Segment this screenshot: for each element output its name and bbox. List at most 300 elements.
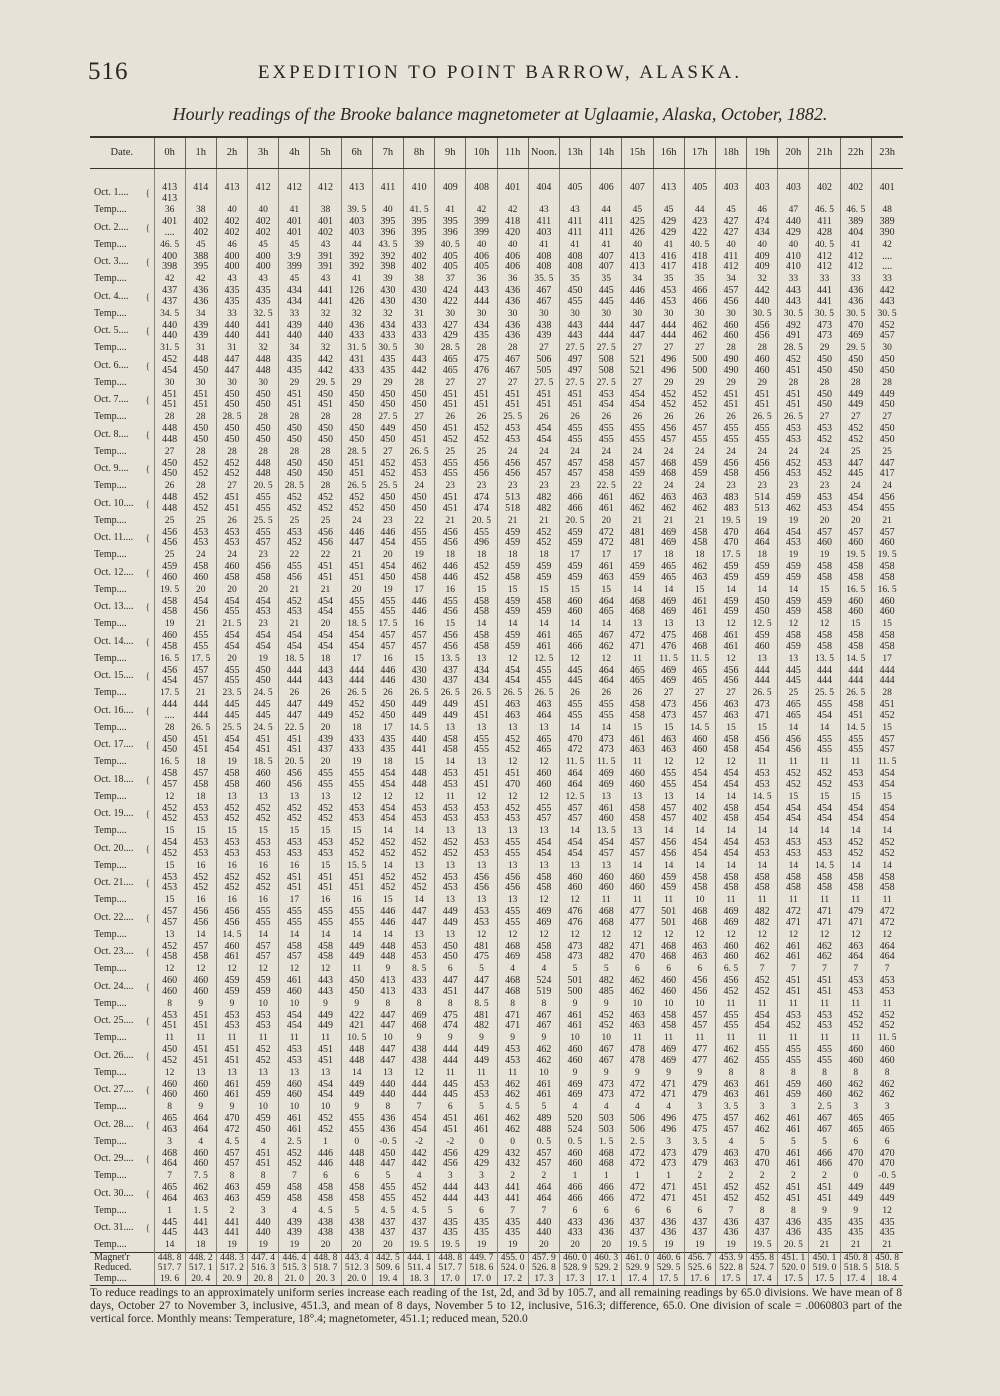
temperature-reading: 6 bbox=[435, 1102, 466, 1115]
magnetometer-reading: 459 459 bbox=[559, 528, 590, 550]
magnetometer-reading: 470 469 bbox=[840, 321, 871, 343]
magnetometer-reading: 411 428 bbox=[809, 217, 840, 239]
column-header-hour: 21h bbox=[809, 137, 840, 169]
brace-mark: { bbox=[145, 1188, 150, 1199]
magnetometer-reading: 452 452 bbox=[653, 390, 684, 412]
magnetometer-reading: 431 433 bbox=[341, 355, 372, 377]
magnetometer-reading: 444 444 bbox=[809, 666, 840, 688]
magnetometer-reading: 463 463 bbox=[497, 700, 528, 722]
temperature-reading: 30 bbox=[684, 308, 715, 321]
temperature-reading: 14 bbox=[372, 929, 403, 942]
temperature-reading: 30 bbox=[871, 343, 902, 356]
magnetometer-reading: 452 452 bbox=[216, 804, 247, 826]
temperature-reading: 18 bbox=[528, 550, 559, 563]
temperature-reading: 30 bbox=[653, 308, 684, 321]
magnetometer-reading: 468 469 bbox=[497, 942, 528, 964]
temperature-reading: 11. 5 bbox=[591, 757, 622, 770]
temperature-reading: 9 bbox=[310, 998, 341, 1011]
temperature-row bbox=[90, 1171, 903, 1184]
temperature-reading: 20. 5 bbox=[466, 515, 497, 528]
magnetometer-reading: 455 455 bbox=[341, 1114, 372, 1136]
magnetometer-reading: 427 429 bbox=[435, 321, 466, 343]
summary-value: 450. 1 bbox=[809, 1252, 840, 1263]
temperature-reading: 15 bbox=[747, 722, 778, 735]
temperature-reading: 10 bbox=[684, 998, 715, 1011]
magnetometer-reading: 452 452 bbox=[871, 1011, 902, 1033]
column-header-hour: 16h bbox=[653, 137, 684, 169]
magnetometer-reading: 456 456 bbox=[747, 459, 778, 481]
summary-value: 460. 0 bbox=[559, 1252, 590, 1263]
summary-value: 18. 4 bbox=[871, 1274, 902, 1285]
magnetometer-reading: 468 468 bbox=[622, 597, 653, 619]
magnetometer-reading: 435 435 bbox=[248, 286, 279, 308]
temperature-reading: 6 bbox=[559, 1205, 590, 1218]
magnetometer-reading: 453 453 bbox=[809, 838, 840, 860]
temperature-reading: 41 bbox=[591, 239, 622, 252]
temp-label: Temp.... bbox=[94, 998, 127, 1009]
date-label: Oct. 12.... bbox=[94, 566, 134, 578]
magnetometer-reading: 471 471 bbox=[809, 907, 840, 929]
temperature-reading: 3 bbox=[778, 1102, 809, 1115]
magnetometer-reading: 400 400 bbox=[248, 252, 279, 274]
magnetometer-reading: 453 453 bbox=[310, 838, 341, 860]
magnetometer-reading: 465 465 bbox=[528, 735, 559, 757]
magnetometer-reading: 401 bbox=[497, 169, 528, 205]
magnetometer-reading: 492 491 bbox=[778, 321, 809, 343]
temperature-reading: 25 bbox=[871, 446, 902, 459]
magnetometer-reading: 429 429 bbox=[466, 1149, 497, 1171]
temperature-reading: 16 bbox=[216, 860, 247, 873]
temperature-reading: 28 bbox=[185, 446, 216, 459]
magnetometer-reading: 437 437 bbox=[372, 1218, 403, 1240]
magnetometer-reading: 441 441 bbox=[809, 286, 840, 308]
magnetometer-reading: 514 513 bbox=[747, 493, 778, 515]
temperature-reading: 11 bbox=[747, 757, 778, 770]
temperature-reading: 12 bbox=[497, 757, 528, 770]
temperature-reading: 12 bbox=[653, 757, 684, 770]
temperature-reading: 18. 5 bbox=[341, 619, 372, 632]
magnetometer-reading: 391 391 bbox=[310, 252, 341, 274]
column-header-hour: 11h bbox=[497, 137, 528, 169]
temperature-reading: 12 bbox=[591, 929, 622, 942]
temperature-reading: 6. 5 bbox=[715, 964, 746, 977]
magnetometer-reading: 455 455 bbox=[809, 735, 840, 757]
temperature-reading: 11 bbox=[622, 895, 653, 908]
date-label: Oct. 15.... bbox=[94, 670, 134, 682]
temperature-reading: 10 bbox=[279, 998, 310, 1011]
magnetometer-reading: 453 452 bbox=[809, 424, 840, 446]
magnetometer-reading: 460 460 bbox=[279, 1080, 310, 1102]
magnetometer-reading: 451 451 bbox=[310, 873, 341, 895]
brace-mark: { bbox=[145, 1085, 150, 1096]
magnetometer-reading: 455 455 bbox=[341, 597, 372, 619]
magnetometer-reading: 452 452 bbox=[248, 804, 279, 826]
magnetometer-reading: 451 451 bbox=[809, 976, 840, 998]
magnetometer-reading: 469 469 bbox=[653, 666, 684, 688]
magnetometer-reading: 444 444 bbox=[404, 1080, 435, 1102]
temperature-reading: 25. 5 bbox=[248, 515, 279, 528]
temperature-reading: 14 bbox=[778, 860, 809, 873]
magnetometer-reading: 458 457 bbox=[279, 942, 310, 964]
temperature-reading: 12 bbox=[154, 1067, 185, 1080]
magnetometer-reading: 451 451 bbox=[778, 390, 809, 412]
temperature-reading: 11 bbox=[809, 1033, 840, 1046]
temperature-reading: 26. 5 bbox=[747, 688, 778, 701]
temperature-reading: 0 bbox=[840, 1171, 871, 1184]
table-row bbox=[90, 1149, 903, 1171]
temperature-reading: 11 bbox=[778, 757, 809, 770]
magnetometer-reading: 459 459 bbox=[778, 562, 809, 584]
magnetometer-reading: 468 468 bbox=[684, 631, 715, 653]
temperature-reading: 13 bbox=[466, 653, 497, 666]
brace-mark: { bbox=[145, 947, 150, 958]
magnetometer-reading: 461 461 bbox=[279, 1114, 310, 1136]
magnetometer-reading: 455 455 bbox=[310, 907, 341, 929]
magnetometer-reading: 457 457 bbox=[216, 1149, 247, 1171]
temperature-reading: 5 bbox=[809, 1136, 840, 1149]
magnetometer-reading: 458 458 bbox=[154, 597, 185, 619]
temperature-reading: 14 bbox=[684, 791, 715, 804]
table-row bbox=[90, 769, 903, 791]
temp-label: Temp.... bbox=[94, 825, 127, 837]
temperature-reading: 30 bbox=[216, 377, 247, 390]
temperature-row bbox=[90, 205, 903, 218]
temperature-reading: 26 bbox=[653, 412, 684, 425]
temperature-reading: 14 bbox=[715, 584, 746, 597]
temperature-reading: 14 bbox=[341, 1067, 372, 1080]
magnetometer-reading: 458 458 bbox=[622, 804, 653, 826]
magnetometer-reading: 452 452 bbox=[404, 873, 435, 895]
date-label: Oct. 2.... bbox=[94, 221, 129, 233]
column-header-hour: 23h bbox=[871, 137, 902, 169]
temperature-reading: 27 bbox=[404, 412, 435, 425]
magnetometer-reading: 438 438 bbox=[404, 1045, 435, 1067]
magnetometer-reading: 403 bbox=[715, 169, 746, 205]
temperature-reading: 12 bbox=[310, 964, 341, 977]
temperature-reading: 7 bbox=[778, 964, 809, 977]
temperature-reading: 43 bbox=[310, 274, 341, 287]
magnetometer-reading: 438 438 bbox=[310, 1218, 341, 1240]
magnetometer-reading: 447 447 bbox=[466, 976, 497, 998]
magnetometer-reading: 449 449 bbox=[466, 1045, 497, 1067]
temperature-reading: 24. 5 bbox=[248, 722, 279, 735]
temperature-reading: 23 bbox=[809, 481, 840, 494]
summary-value: 20. 4 bbox=[185, 1274, 216, 1285]
magnetometer-reading: 454 452 bbox=[154, 838, 185, 860]
magnetometer-reading: 461 460 bbox=[591, 804, 622, 826]
temperature-reading: 27. 5 bbox=[591, 343, 622, 356]
magnetometer-reading: 452 452 bbox=[341, 493, 372, 515]
magnetometer-reading: 448 448 bbox=[404, 769, 435, 791]
temperature-reading: 11 bbox=[778, 998, 809, 1011]
temperature-reading: 3. 5 bbox=[684, 1136, 715, 1149]
magnetometer-reading: 458 458 bbox=[809, 631, 840, 653]
temp-label: Temp.... bbox=[94, 1032, 127, 1044]
temperature-reading: 17 bbox=[622, 550, 653, 563]
temperature-reading: 39 bbox=[404, 239, 435, 252]
temperature-reading: 1. 5 bbox=[185, 1205, 216, 1218]
magnetometer-reading: 469 469 bbox=[653, 1045, 684, 1067]
temperature-reading: 11 bbox=[871, 998, 902, 1011]
magnetometer-reading: 439 439 bbox=[185, 321, 216, 343]
magnetometer-reading: 404 bbox=[528, 169, 559, 205]
magnetometer-reading: 482 482 bbox=[591, 942, 622, 964]
magnetometer-reading: 455 455 bbox=[591, 424, 622, 446]
brace-mark: { bbox=[145, 533, 150, 544]
magnetometer-reading: 452 452 bbox=[154, 804, 185, 826]
magnetometer-reading: 465 465 bbox=[653, 562, 684, 584]
magnetometer-reading: 455 455 bbox=[466, 735, 497, 757]
temperature-reading: 22 bbox=[622, 481, 653, 494]
magnetometer-reading: 456 456 bbox=[466, 873, 497, 895]
temperature-reading: 8 bbox=[871, 1067, 902, 1080]
magnetometer-reading: 452 452 bbox=[310, 804, 341, 826]
temperature-reading: 8 bbox=[809, 1067, 840, 1080]
summary-value: 518. 7 bbox=[310, 1263, 341, 1274]
summary-value: 19. 4 bbox=[372, 1274, 403, 1285]
magnetometer-reading: 456 456 bbox=[466, 459, 497, 481]
temp-label: Temp.... bbox=[94, 446, 127, 457]
temperature-reading: 19 bbox=[279, 1240, 310, 1253]
temperature-row bbox=[90, 1205, 903, 1218]
temperature-reading: 35 bbox=[653, 274, 684, 287]
date-label: Oct. 28.... bbox=[94, 1118, 134, 1130]
temperature-reading: 18 bbox=[341, 722, 372, 735]
temp-label: Temp.... bbox=[94, 342, 127, 354]
temperature-reading: 30. 5 bbox=[809, 308, 840, 321]
magnetometer-reading: 462 462 bbox=[747, 942, 778, 964]
temperature-reading: 33 bbox=[840, 274, 871, 287]
magnetometer-reading: 451 451 bbox=[778, 1183, 809, 1205]
magnetometer-reading: 440 440 bbox=[216, 321, 247, 343]
magnetometer-reading: 454 453 bbox=[248, 597, 279, 619]
temperature-reading: 11 bbox=[715, 998, 746, 1011]
temperature-reading: 12 bbox=[185, 964, 216, 977]
temperature-reading: 14 bbox=[871, 860, 902, 873]
magnetometer-reading: 456 456 bbox=[435, 528, 466, 550]
temperature-reading: 4 bbox=[248, 1136, 279, 1149]
temperature-reading: 6 bbox=[622, 964, 653, 977]
temperature-row bbox=[90, 757, 903, 770]
temperature-reading: 6 bbox=[840, 1136, 871, 1149]
temperature-reading: 10 bbox=[559, 1033, 590, 1046]
magnetometer-reading: 401 .... bbox=[154, 217, 185, 239]
magnetometer-reading: 395 396 bbox=[435, 217, 466, 239]
temperature-reading: 13 bbox=[310, 791, 341, 804]
magnetometer-reading: 460 460 bbox=[154, 976, 185, 998]
temperature-row bbox=[90, 895, 903, 908]
table-row bbox=[90, 528, 903, 550]
column-header-hour: 0h bbox=[154, 137, 185, 169]
magnetometer-reading: 444 444 bbox=[591, 321, 622, 343]
temperature-reading: 31 bbox=[404, 308, 435, 321]
magnetometer-reading: 438 439 bbox=[528, 321, 559, 343]
temperature-reading: 18 bbox=[185, 757, 216, 770]
temperature-reading: 40 bbox=[747, 239, 778, 252]
temperature-reading: 41 bbox=[528, 239, 559, 252]
temp-label: Temp.... bbox=[94, 929, 127, 940]
temperature-reading: 20 bbox=[341, 1240, 372, 1253]
temperature-reading: 28 bbox=[466, 343, 497, 356]
summary-value: 455. 0 bbox=[497, 1252, 528, 1263]
magnetometer-reading: 481 475 bbox=[466, 942, 497, 964]
magnetometer-reading: 451 451 bbox=[185, 735, 216, 757]
temperature-reading: 33 bbox=[778, 274, 809, 287]
temperature-reading: 8 bbox=[435, 998, 466, 1011]
magnetometer-reading: 469 469 bbox=[653, 597, 684, 619]
magnetometer-reading: 471 471 bbox=[497, 1011, 528, 1033]
magnetometer-reading: 451 451 bbox=[559, 390, 590, 412]
temperature-reading: 20. 5 bbox=[248, 481, 279, 494]
temperature-reading: 18 bbox=[466, 550, 497, 563]
magnetometer-reading: 454 454 bbox=[216, 631, 247, 653]
magnetometer-reading: 454 454 bbox=[310, 631, 341, 653]
temperature-reading: 11 bbox=[778, 1033, 809, 1046]
magnetometer-reading: 433 433 bbox=[404, 321, 435, 343]
temp-label: Temp.... bbox=[94, 653, 127, 664]
magnetometer-reading: 453 452 bbox=[778, 1011, 809, 1033]
temperature-reading: 9 bbox=[622, 1067, 653, 1080]
magnetometer-reading: 461 461 bbox=[778, 1149, 809, 1171]
temperature-reading: 9 bbox=[591, 1067, 622, 1080]
magnetometer-reading: 461 463 bbox=[591, 562, 622, 584]
temperature-reading: 4 bbox=[528, 964, 559, 977]
temperature-reading: 43 bbox=[310, 239, 341, 252]
temperature-reading: 34 bbox=[715, 274, 746, 287]
temperature-reading: 32 bbox=[248, 343, 279, 356]
magnetometer-reading: 395 395 bbox=[404, 217, 435, 239]
magnetometer-reading: 437 437 bbox=[684, 1218, 715, 1240]
magnetometer-reading: 457 455 bbox=[684, 424, 715, 446]
temperature-reading: 43. 5 bbox=[372, 239, 403, 252]
magnetometer-reading: 460 460 bbox=[871, 1045, 902, 1067]
temperature-reading: 4. 5 bbox=[216, 1136, 247, 1149]
magnetometer-reading: 452 451 bbox=[778, 355, 809, 377]
magnetometer-reading: 440 429 bbox=[778, 217, 809, 239]
temperature-reading: 29. 5 bbox=[310, 377, 341, 390]
magnetometer-reading: 450 450 bbox=[372, 700, 403, 722]
date-label: Oct. 6.... bbox=[94, 359, 129, 371]
date-label: Oct. 5.... bbox=[94, 325, 129, 337]
table-header-row bbox=[90, 137, 903, 169]
magnetometer-reading: 459 459 bbox=[248, 1080, 279, 1102]
column-header-hour: 13h bbox=[559, 137, 590, 169]
temperature-reading: 28 bbox=[279, 446, 310, 459]
magnetometer-reading: 450 450 bbox=[279, 424, 310, 446]
magnetometer-reading: 451 451 bbox=[185, 1011, 216, 1033]
temperature-reading: 21. 5 bbox=[216, 619, 247, 632]
magnetometer-reading: 459 459 bbox=[778, 1080, 809, 1102]
temperature-reading: 13 bbox=[435, 826, 466, 839]
date-label: Oct. 31.... bbox=[94, 1222, 134, 1234]
temperature-reading: 39. 5 bbox=[341, 205, 372, 218]
magnetometer-reading: 454 454 bbox=[248, 631, 279, 653]
temperature-reading: 16 bbox=[216, 895, 247, 908]
summary-value: 517. 7 bbox=[435, 1263, 466, 1274]
magnetometer-reading: 444 444 bbox=[185, 700, 216, 722]
temperature-reading: 19 bbox=[715, 1240, 746, 1253]
temperature-reading: 9 bbox=[372, 964, 403, 977]
magnetometer-reading: 460 460 bbox=[622, 769, 653, 791]
temperature-reading: -0. 5 bbox=[871, 1171, 902, 1184]
temperature-reading: 30 bbox=[435, 308, 466, 321]
magnetometer-reading: 455 456 bbox=[279, 562, 310, 584]
magnetometer-reading: 473 473 bbox=[591, 735, 622, 757]
temperature-row bbox=[90, 653, 903, 666]
temperature-reading: 12 bbox=[840, 929, 871, 942]
magnetometer-reading: 437 437 bbox=[622, 1218, 653, 1240]
magnetometer-reading: 453 453 bbox=[154, 873, 185, 895]
temperature-reading: 19. 5 bbox=[154, 584, 185, 597]
temperature-reading: 7 bbox=[404, 1102, 435, 1115]
magnetometer-reading: 473 471 bbox=[747, 700, 778, 722]
magnetometer-reading: 458 458 bbox=[715, 873, 746, 895]
summary-value: 17. 3 bbox=[559, 1274, 590, 1285]
temperature-reading: 29 bbox=[684, 377, 715, 390]
temperature-reading: 17 bbox=[279, 895, 310, 908]
temperature-reading: 6 bbox=[684, 1205, 715, 1218]
temperature-reading: 28 bbox=[871, 377, 902, 390]
temperature-reading: 15 bbox=[466, 584, 497, 597]
magnetometer-reading: 458 458 bbox=[871, 562, 902, 584]
magnetometer-reading: 439 437 bbox=[310, 735, 341, 757]
temperature-reading: 2. 5 bbox=[809, 1102, 840, 1115]
temperature-reading: 7. 5 bbox=[185, 1171, 216, 1184]
magnetometer-reading: 447 447 bbox=[372, 1045, 403, 1067]
temperature-reading: 13. 5 bbox=[809, 653, 840, 666]
temperature-reading: 6 bbox=[310, 1171, 341, 1184]
magnetometer-reading: 452 457 bbox=[871, 321, 902, 343]
magnetometer-reading: 448 448 bbox=[341, 1149, 372, 1171]
temperature-reading: 27. 5 bbox=[372, 412, 403, 425]
temperature-reading: 14 bbox=[653, 860, 684, 873]
temperature-reading: 12 bbox=[715, 757, 746, 770]
magnetometer-reading: 459 459 bbox=[715, 597, 746, 619]
magnetometer-reading: 470 472 bbox=[559, 735, 590, 757]
magnetometer-reading: 451 451 bbox=[528, 390, 559, 412]
magnetometer-reading: 467 467 bbox=[809, 1114, 840, 1136]
magnetometer-reading: 450 450 bbox=[372, 390, 403, 412]
temperature-reading: 11 bbox=[840, 1033, 871, 1046]
temperature-reading: 17 bbox=[404, 584, 435, 597]
temperature-reading: 30 bbox=[591, 308, 622, 321]
magnetometer-reading: 453 453 bbox=[747, 838, 778, 860]
temperature-reading: 14 bbox=[809, 826, 840, 839]
magnetometer-reading: 454 454 bbox=[684, 838, 715, 860]
temperature-reading: 16 bbox=[372, 653, 403, 666]
temperature-reading: 33 bbox=[809, 274, 840, 287]
summary-value: 517. 2 bbox=[216, 1263, 247, 1274]
magnetometer-reading: 433 433 bbox=[559, 1218, 590, 1240]
temp-label: Temp.... bbox=[94, 1239, 127, 1251]
magnetometer-reading: 452 452 bbox=[684, 390, 715, 412]
magnetometer-reading: 470 470 bbox=[747, 1149, 778, 1171]
magnetometer-reading: 454 453 bbox=[778, 528, 809, 550]
magnetometer-reading: 452 452 bbox=[809, 769, 840, 791]
summary-magnet-row bbox=[90, 1252, 903, 1263]
column-header-hour: 20h bbox=[778, 137, 809, 169]
temperature-reading: 24 bbox=[871, 481, 902, 494]
column-header-hour: 8h bbox=[404, 137, 435, 169]
summary-value: 524. 0 bbox=[497, 1263, 528, 1274]
magnetometer-reading: 457 460 bbox=[809, 528, 840, 550]
magnetometer-reading: 454 454 bbox=[216, 735, 247, 757]
magnetometer-reading: 455 454 bbox=[809, 700, 840, 722]
temperature-reading: 30 bbox=[154, 377, 185, 390]
magnetometer-reading: 460 460 bbox=[809, 1080, 840, 1102]
footnote: To reduce readings to an approximately uniform series increase each reading of the 1st, 2d, and 3d by 105.7, and all remaining readings by 65.0 divisions. We have mean of 8 days, October 27 to November 3, inclusive, 451.3, and mean of 8 days, November 5 to 12, inclusive, 516.3; difference, 65.0. One division of scale = .0060803 part of the vertical force. Monthly means: Temperature, 18°.4; magnetometer, 451.1; reduced mean, 520.0 bbox=[90, 1287, 902, 1325]
magnetometer-reading: 458 458 bbox=[528, 873, 559, 895]
